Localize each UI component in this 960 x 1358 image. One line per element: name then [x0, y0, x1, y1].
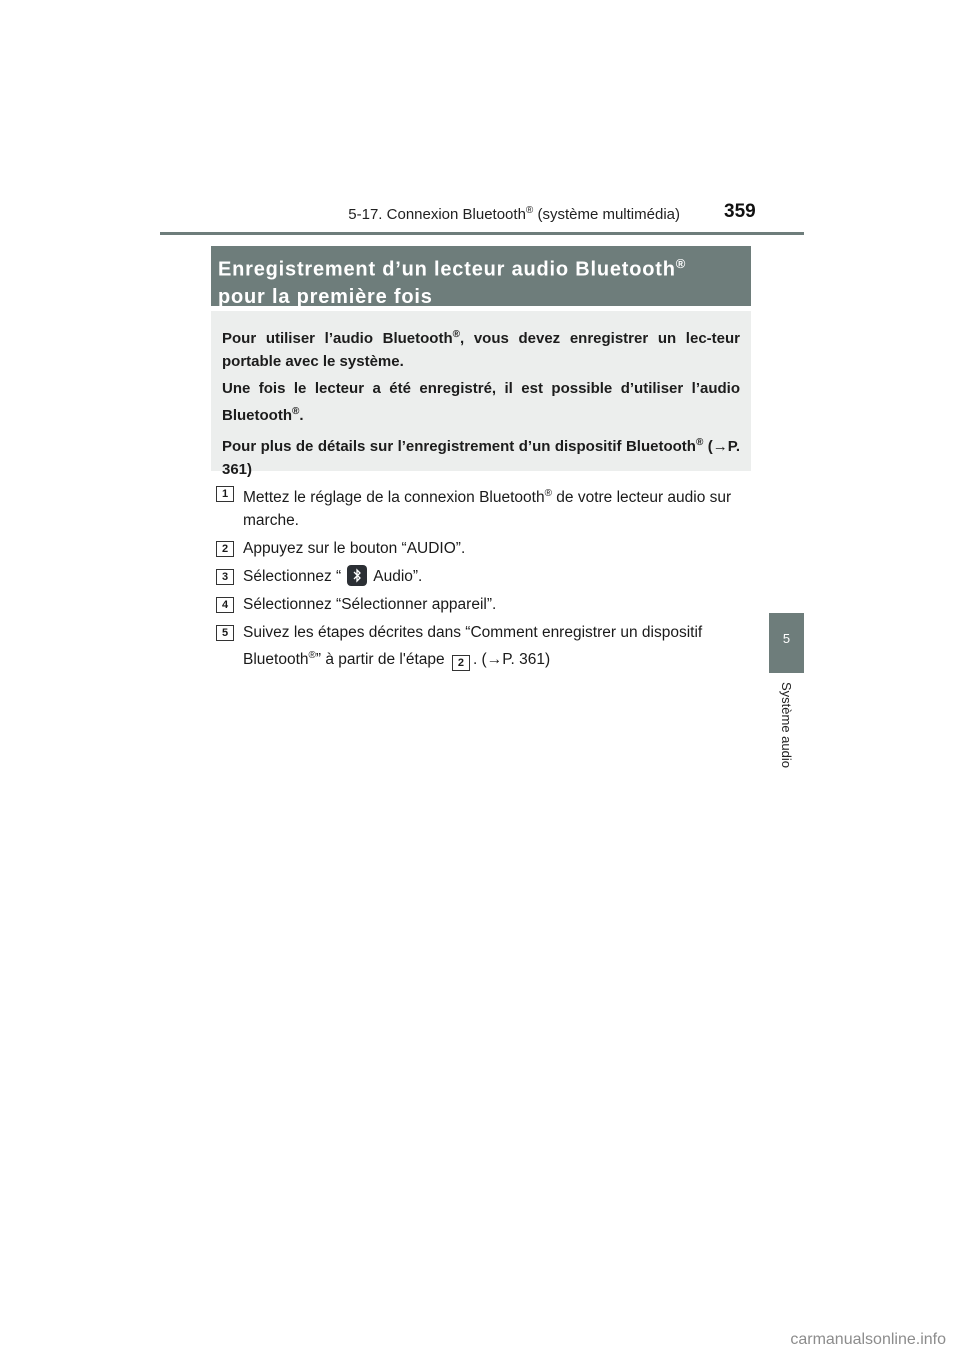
chapter-label: Système audio: [779, 682, 794, 768]
step-5: 5 Suivez les étapes décrites dans “Comment enregistrer un dispositif Bluetooth®” à partir de l'étape 2 . (→P. 361): [216, 621, 756, 671]
step-number: 5: [216, 625, 234, 641]
step-2: 2 Appuyez sur le bouton “AUDIO”.: [216, 537, 756, 560]
step-1: 1 Mettez le réglage de la connexion Bluetooth® de votre lecteur audio sur marche.: [216, 482, 756, 532]
intro-box: [211, 311, 751, 478]
step-4: 4 Sélectionnez “Sélectionner appareil”.: [216, 593, 756, 616]
step-number: 1: [216, 486, 234, 502]
steps-list: [216, 482, 756, 676]
step-number: 4: [216, 597, 234, 613]
header-rule: [160, 232, 804, 235]
step-reference: 2: [452, 655, 470, 671]
intro-paragraph-3: Pour plus de détails sur l’enregistrement d’un dispositif Bluetooth® (→P. 361): [222, 437, 741, 478]
running-header: 5-17. Connexion Bluetooth® (système multimédia): [348, 205, 680, 223]
page-number: 359: [724, 201, 756, 222]
step-number: 3: [216, 569, 234, 585]
bluetooth-icon: [347, 565, 367, 586]
chapter-tab: 5: [769, 613, 804, 673]
section-heading: Enregistrement d’un lecteur audio Bluetooth® pour la première fois: [211, 246, 751, 306]
intro-paragraph-1: Pour utiliser l’audio Bluetooth®, vous devez enregistrer un lec-teur portable avec le système.: [222, 329, 740, 370]
watermark: carmanualsonline.info: [790, 1331, 946, 1348]
intro-paragraph-2: Une fois le lecteur a été enregistré, il est possible d’utiliser l’audio Bluetooth®.: [222, 380, 740, 424]
step-number: 2: [216, 541, 234, 557]
step-3: 3 Sélectionnez “ Audio”.: [216, 565, 756, 588]
